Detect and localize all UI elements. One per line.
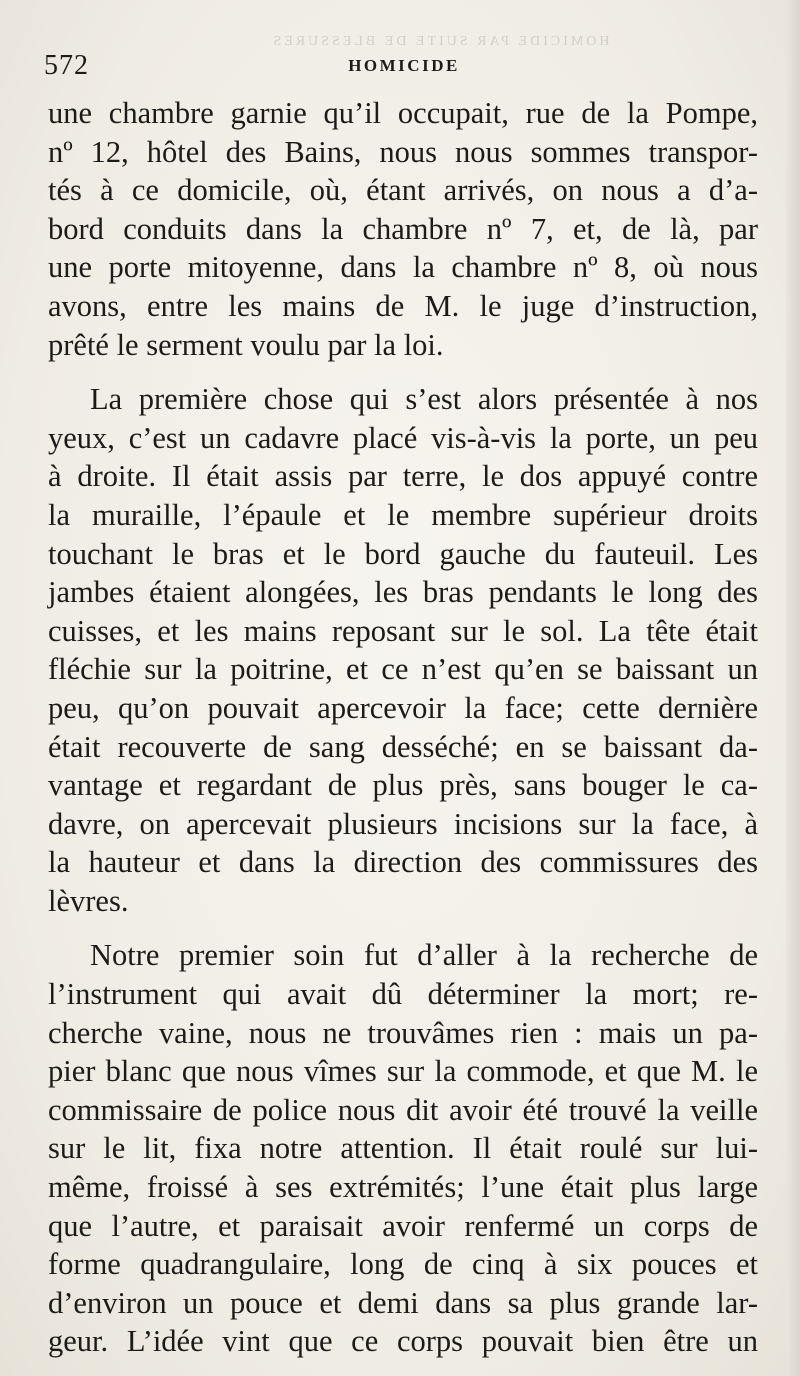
text-line: était recouverte de sang desséché; en se baissant da- [48,729,758,764]
text-line: pier blanc que nous vîmes sur la commode, et que M. le [48,1054,758,1089]
text-line: bord conduits dans la chambre nº 7, et, de là, par [48,211,758,246]
text-line: davre, on apercevait plusieurs incisions sur la face, à [48,806,758,841]
text-line: La première chose qui s’est alors présentée à nos [90,382,758,417]
running-head: HOMICIDE [348,56,460,75]
text-line: peu, qu’on pouvait apercevoir la face; cette dernière [48,690,758,725]
paragraph [48,936,758,1361]
text-line: cherche vaine, nous ne trouvâmes rien : mais un pa- [48,1015,758,1050]
page-header [44,50,764,84]
text-line: geur. L’idée vint que ce corps pouvait bien être un [48,1324,758,1359]
text-line: vantage et regardant de plus près, sans bouger le ca- [48,768,758,803]
text-line: d’environ un pouce et demi dans sa plus grande lar- [48,1285,758,1320]
bleed-through-text: HOMICIDE PAR SUITE DE BLESSURES [270,34,610,49]
paragraph-gap [48,920,758,936]
text-line: jambes étaient alongées, les bras pendants le long des [48,575,758,610]
text-line: forme quadrangulaire, long de cinq à six pouces et [48,1247,758,1282]
text-line: Notre premier soin fut d’aller à la recherche de [90,938,758,973]
text-line: nº 12, hôtel des Bains, nous nous sommes transpor- [48,134,758,169]
text-line: la muraille, l’épaule et le membre supérieur droits [48,497,758,532]
text-line: fléchie sur la poitrine, et ce n’est qu’en se baissant un [48,652,758,687]
text-line: l’instrument qui avait dû déterminer la mort; re- [48,977,758,1012]
page-edge [786,0,800,1376]
text-line: yeux, c’est un cadavre placé vis-à-vis la porte, un peu [48,420,758,455]
text-line: sur le lit, fixa notre attention. Il était roulé sur lui- [48,1131,758,1166]
text-line: même, froissé à ses extrémités; l’une était plus large [48,1170,758,1205]
text-line: cuisses, et les mains reposant sur le sol. La tête était [48,613,758,648]
text-line: que l’autre, et paraisait avoir renfermé un corps de [48,1208,758,1243]
text-line: une chambre garnie qu’il occupait, rue de la Pompe, [48,96,758,130]
text-line: touchant le bras et le bord gauche du fauteuil. Les [48,536,758,571]
text-line: à droite. Il était assis par terre, le dos appuyé contre [48,459,758,494]
text-line: la hauteur et dans la direction des commissures des [48,845,758,880]
text-line: prêté le serment voulu par la loi. [48,327,444,362]
text-line: commissaire de police nous dit avoir été trouvé la veille [48,1092,758,1127]
paragraph [48,94,758,364]
page-number: 572 [44,50,89,81]
paragraph [48,380,758,920]
paragraph-gap [48,364,758,380]
text-line: lèvres. [48,883,129,918]
text-line: une porte mitoyenne, dans la chambre nº 8, où nous [48,250,758,285]
body-text [48,94,758,1361]
text-line: avons, entre les mains de M. le juge d’instruction, [48,288,758,323]
text-line: tés à ce domicile, où, étant arrivés, on nous a d’a- [48,173,758,208]
